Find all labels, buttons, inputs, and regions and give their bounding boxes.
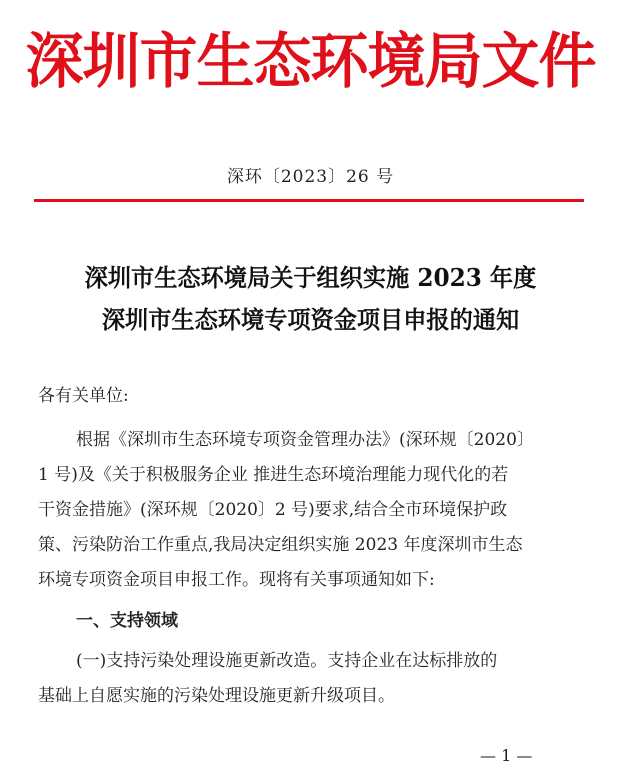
paragraph-line: 根据《深圳市生态环境专项资金管理办法》(深环规〔2020〕 xyxy=(76,430,534,450)
item-line: (一)支持污染处理设施更新改造。支持企业在达标排放的 xyxy=(76,651,498,671)
paragraph-line: 环境专项资金项目申报工作。现将有关事项通知如下: xyxy=(38,570,435,590)
agency-masthead: 深圳市生态环境局文件 xyxy=(25,27,596,97)
document-title-line-2: 深圳市生态环境专项资金项目申报的通知 xyxy=(101,305,520,334)
page-number: — 1 — xyxy=(480,746,533,765)
paragraph-line: 1 号)及《关于积极服务企业 推进生态环境治理能力现代化的若 xyxy=(38,465,509,485)
document-number: 深环〔2023〕26 号 xyxy=(226,167,395,187)
item-line: 基础上自愿实施的污染处理设施更新升级项目。 xyxy=(38,686,395,706)
paragraph-line: 策、污染防治工作重点,我局决定组织实施 2023 年度深圳市生态 xyxy=(38,535,523,555)
section-heading: 一、支持领域 xyxy=(76,611,178,631)
document-title-line-1: 深圳市生态环境局关于组织实施 2023 年度 xyxy=(84,263,537,292)
paragraph-line: 干资金措施》(深环规〔2020〕2 号)要求,结合全市环境保护政 xyxy=(38,500,508,520)
red-divider-line xyxy=(34,199,584,202)
salutation: 各有关单位: xyxy=(38,386,129,406)
